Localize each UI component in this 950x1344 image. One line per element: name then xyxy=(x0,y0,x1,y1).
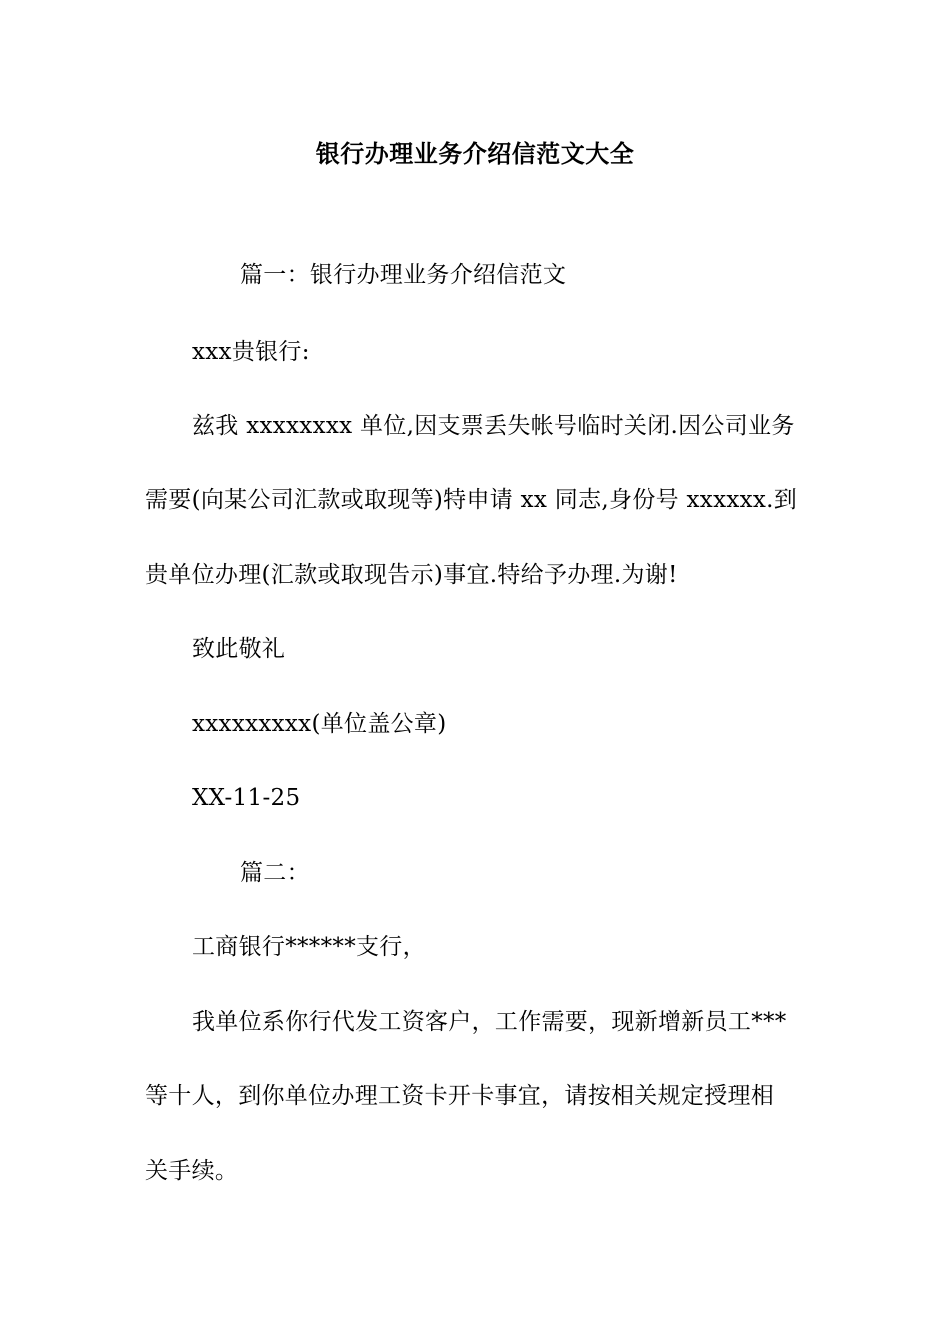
section2-heading: 篇二： xyxy=(240,860,310,886)
section2-body-line-2: 等十人，到你单位办理工资卡开卡事宜，请按相关规定授理相 xyxy=(145,1083,775,1109)
document-title: 银行办理业务介绍信范文大全 xyxy=(315,139,635,168)
section1-heading: 篇一：银行办理业务介绍信范文 xyxy=(240,262,567,288)
section2-body-line-3: 关手续。 xyxy=(145,1158,239,1184)
section1-body-line-3: 贵单位办理(汇款或取现告示)事宜.特给予办理.为谢! xyxy=(145,562,678,588)
section1-body-line-2: 需要(向某公司汇款或取现等)特申请 xx 同志,身份号 xxxxxx.到 xyxy=(145,487,798,513)
section1-salutation: xxx贵银行: xyxy=(192,339,310,365)
section2-body-line-1: 我单位系你行代发工资客户，工作需要，现新增新员工*** xyxy=(192,1009,787,1035)
section2-salutation: 工商银行******支行， xyxy=(192,934,426,960)
section1-closing: 致此敬礼 xyxy=(192,636,286,662)
section1-date: XX-11-25 xyxy=(192,785,301,811)
section1-body-line-1: 兹我 xxxxxxxx 单位,因支票丢失帐号临时关闭.因公司业务 xyxy=(192,413,795,439)
section1-signature: xxxxxxxxx(单位盖公章) xyxy=(192,711,447,737)
